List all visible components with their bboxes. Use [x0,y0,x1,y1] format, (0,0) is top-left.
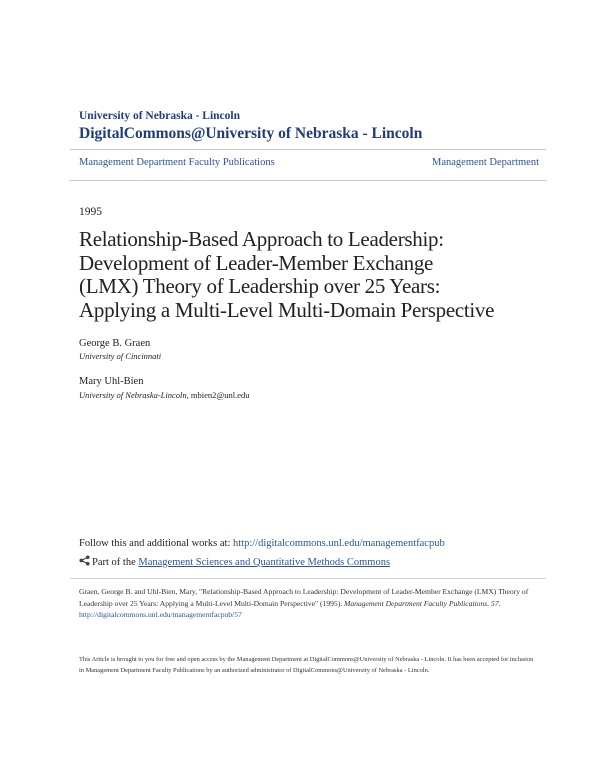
collection-nav [79,157,539,173]
follow-text: Follow this and additional works at: [79,538,233,549]
citation-block [79,586,539,621]
author-affiliation: University of Cincinnati [79,351,162,361]
title-line: Relationship-Based Approach to Leadership: [79,227,444,251]
access-notice: This Article is brought to you for free and open access by the Management Department at DigitalCommons@University of Nebraska - Lincoln. It has been accepted for inclusion in Management Department Faculty Publications by an authorized administrator of DigitalCommons@University of Nebraska - Lincoln. [79,656,534,674]
collection-link[interactable]: Management Department Faculty Publications [79,157,275,168]
divider [70,180,546,181]
divider [70,578,546,579]
author-affiliation [79,390,250,400]
part-of-line [79,555,390,568]
publication-year: 1995 [79,206,102,218]
citation-number: . 57. [487,598,501,608]
department-link[interactable]: Management Department [432,157,539,168]
author-name: George B. Graen [79,338,151,349]
author-email: , mbien2@unl.edu [186,390,250,400]
article-title [79,228,549,322]
institution-link[interactable]: University of Nebraska - Lincoln [79,110,240,122]
repository-link[interactable]: DigitalCommons@University of Nebraska - Lincoln [79,125,423,142]
collection-url-link[interactable]: http://digitalcommons.unl.edu/managementfacpub [233,538,445,549]
citation-text: Graen, George B. and Uhl-Bien, Mary, "Relationship-Based Approach to Leadership: Development of Leader-Member Exchange (LMX) Theory of Leadership over 25 Years: Applying a Multi-Level Multi-Domain Perspective" (1995). [79,587,529,608]
title-line: Applying a Multi-Level Multi-Domain Perspective [79,297,495,322]
commons-link[interactable]: Management Sciences and Quantitative Methods Commons [138,557,391,568]
author-name: Mary Uhl-Bien [79,376,144,387]
part-of-text: Part of the [92,557,139,568]
article-url-link[interactable]: http://digitalcommons.unl.edu/managementfacpub/57 [79,610,242,619]
title-line: Development of Leader-Member Exchange [79,250,434,275]
network-share-icon [79,555,90,566]
citation-series: Management Department Faculty Publications [344,598,488,608]
affiliation-text: University of Nebraska-Lincoln [79,390,187,400]
divider [70,149,546,150]
title-line: (LMX) Theory of Leadership over 25 Years: [79,274,441,298]
follow-line [79,538,445,549]
repository-header [79,109,539,143]
